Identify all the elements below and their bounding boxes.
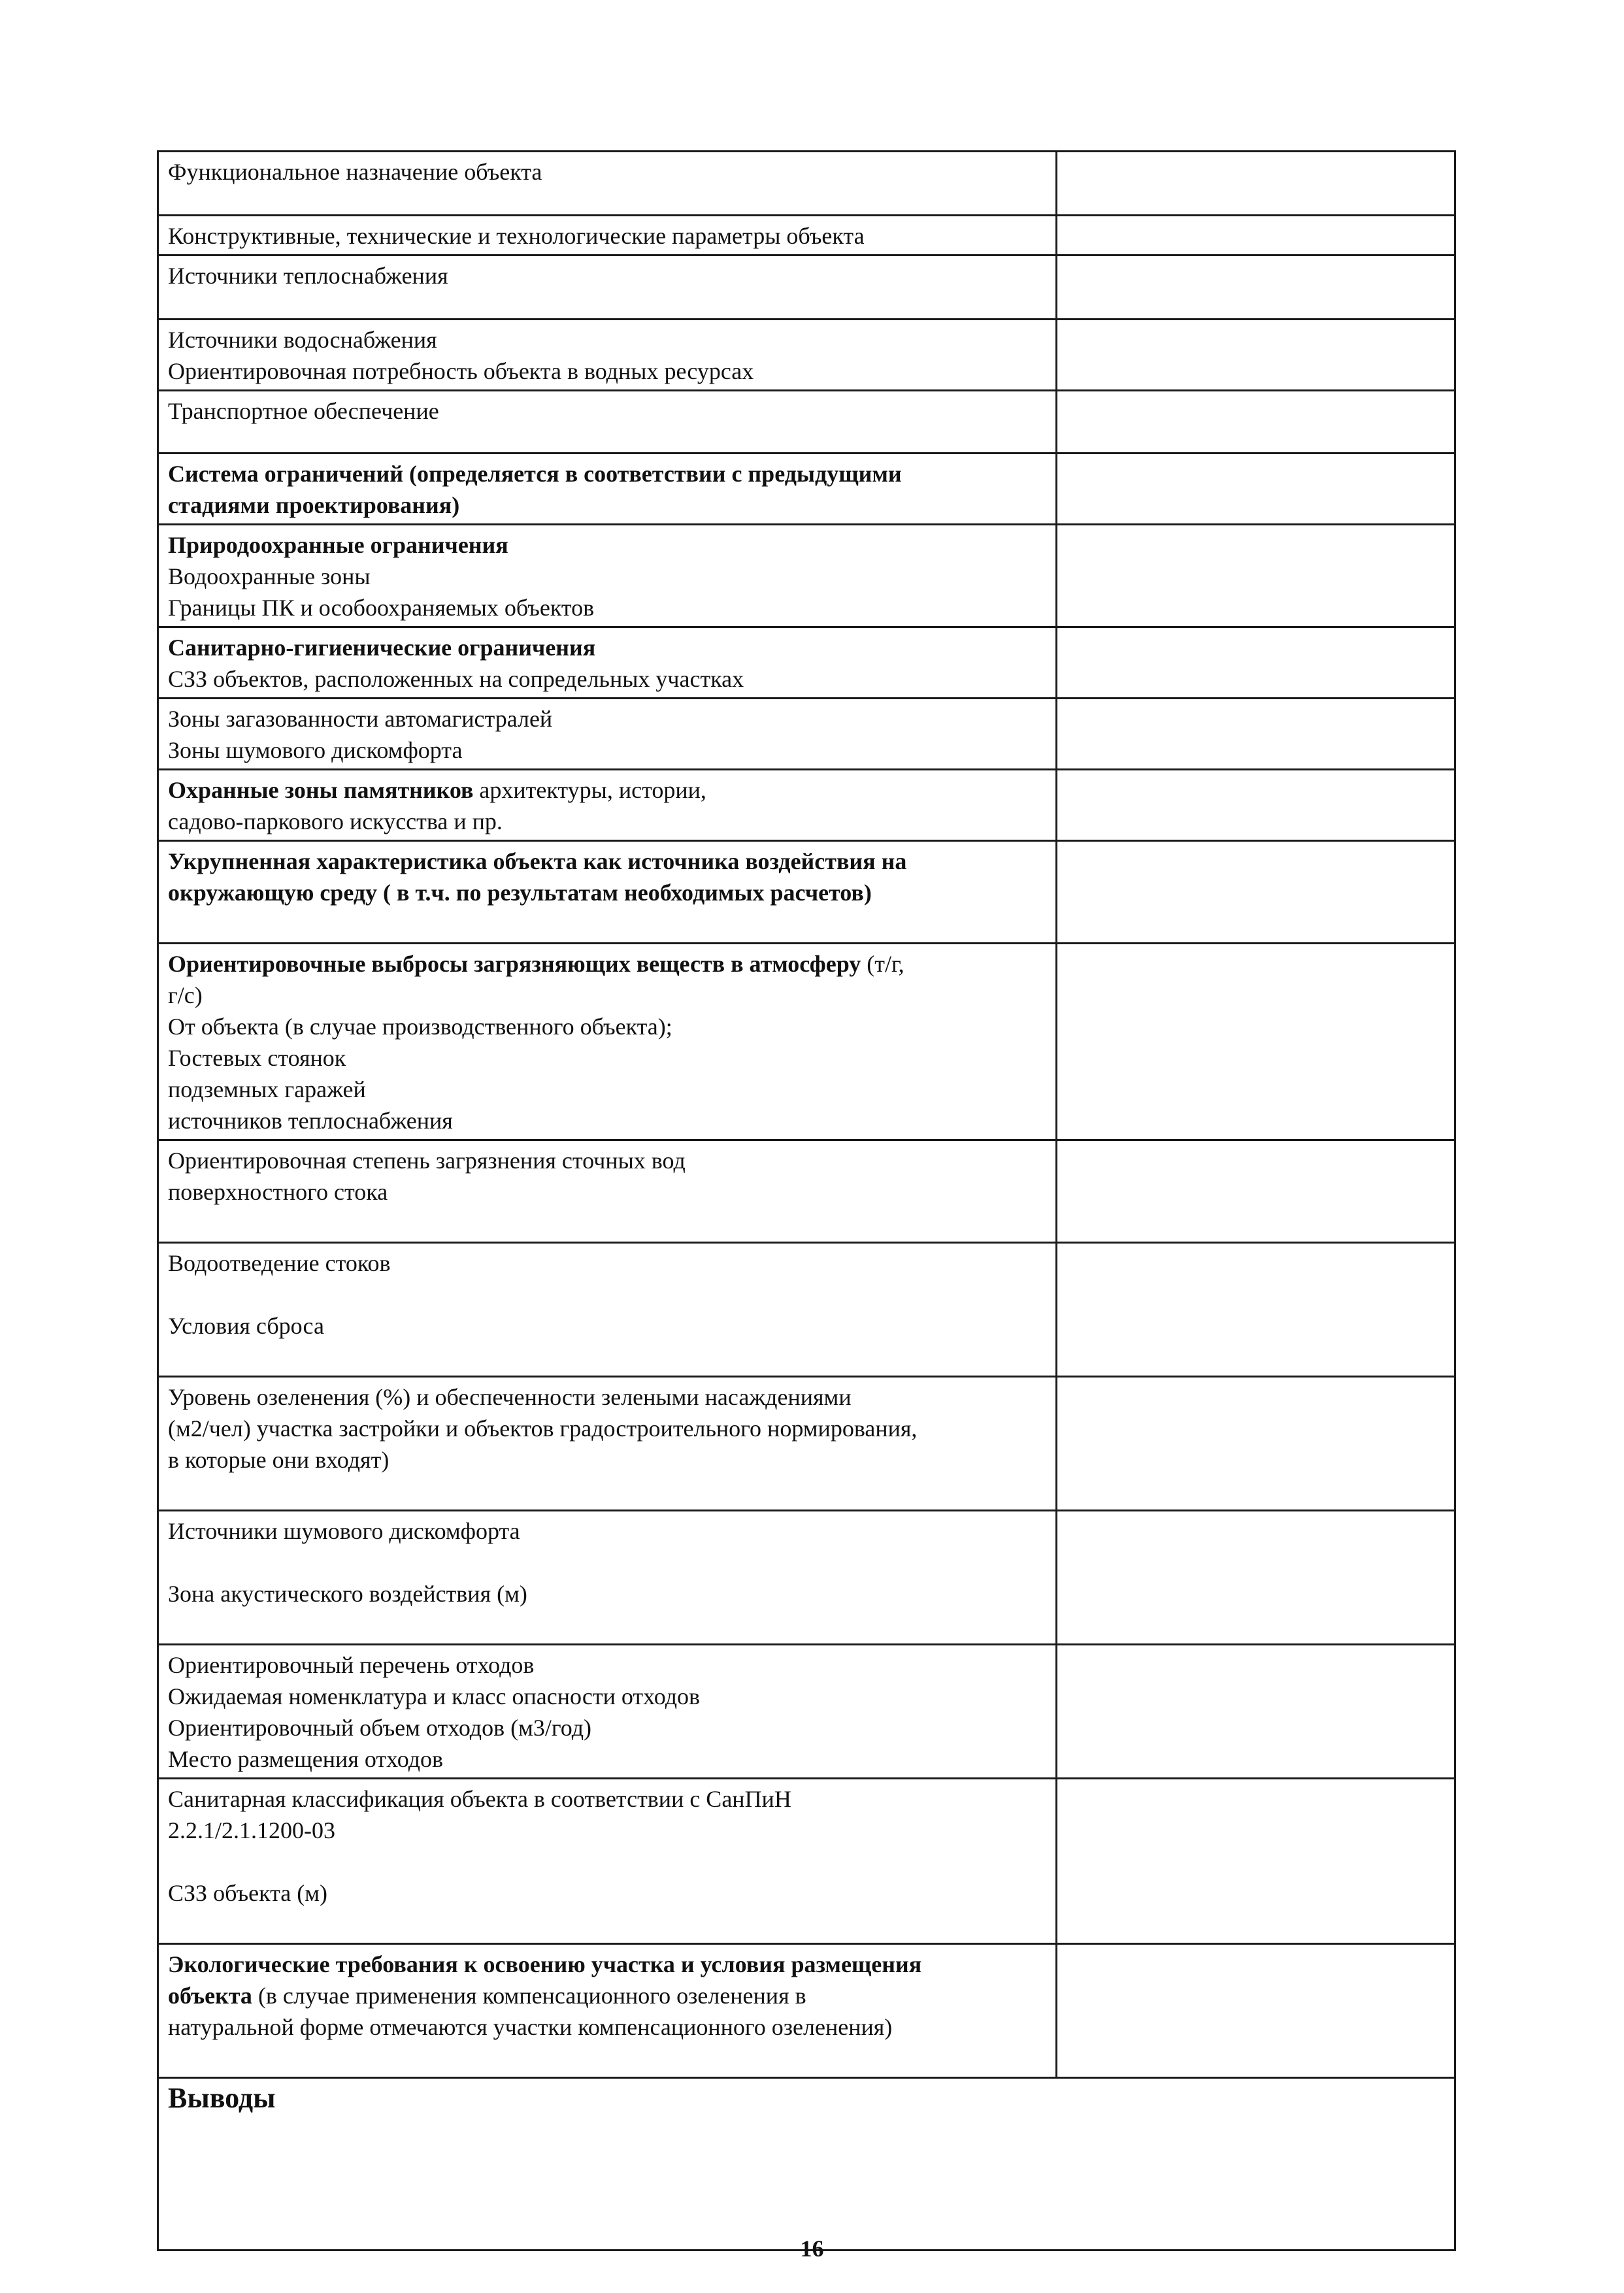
row-value-cell[interactable] [1057,525,1455,627]
table-row [158,1140,1455,1243]
text-line: Источники шумового дискомфорта [168,1518,520,1544]
requirements-table [157,150,1456,2251]
row-label-cell [158,841,1057,944]
text-line: Природоохранные ограничения [168,532,508,558]
row-value-cell[interactable] [1057,1140,1455,1243]
text-line: Санитарная классификация объекта в соответствии с СанПиН [168,1786,791,1812]
table-row [158,770,1455,841]
row-value-cell[interactable] [1057,256,1455,320]
table-row [158,1944,1455,2078]
table-row [158,256,1455,320]
table-row [158,152,1455,216]
row-value-cell[interactable] [1057,1377,1455,1511]
table-row [158,841,1455,944]
text-line: Зоны загазованности автомагистралей [168,706,553,732]
text-line: Водоохранные зоны [168,563,371,589]
text-line [168,1476,1046,1507]
text-line [168,1609,1046,1641]
text-line: натуральной форме отмечаются участки компенсационного озеленения) [168,2014,893,2040]
row-value-cell[interactable] [1057,841,1455,944]
text-line: Источники теплоснабжения [168,263,448,289]
row-label-cell [158,525,1057,627]
text-line: поверхностного стока [168,1179,388,1205]
text-line [168,948,1046,980]
text-line: Конструктивные, технические и технологические параметры объекта [168,223,865,249]
text-line [168,1846,1046,1877]
page-number: 16 [800,2235,824,2262]
text-line: Место размещения отходов [168,1746,444,1772]
row-value-cell[interactable] [1057,1645,1455,1779]
table-row [158,699,1455,770]
row-label-cell [158,1377,1057,1511]
text-line [168,1909,1046,1940]
row-label-cell [158,256,1057,320]
text-line: окружающую среду ( в т.ч. по результатам необходимых расчетов) [168,880,872,906]
text-line: садово-паркового искусства и пр. [168,808,503,834]
text-line: Ожидаемая номенклатура и класс опасности отходов [168,1683,701,1709]
row-label-cell [158,1243,1057,1377]
text-line: (м2/чел) участка застройки и объектов градостроительного нормирования, [168,1415,918,1442]
text-fragment: (т/г, [861,951,904,977]
table-row [158,1645,1455,1779]
text-line [168,1208,1046,1239]
text-line [168,774,1046,806]
text-line [168,1980,1046,2011]
text-line: источников теплоснабжения [168,1108,453,1134]
text-line: Транспортное обеспечение [168,398,439,424]
text-fragment: архитектуры, истории, [473,777,706,803]
conclusion-cell[interactable] [158,2078,1455,2251]
text-line [168,1547,1046,1578]
row-label-cell [158,1944,1057,2078]
text-fragment: Ориентировочные выбросы загрязняющих веществ в атмосферу [168,951,861,977]
text-line: Водоотведение стоков [168,1250,391,1276]
text-line: Ориентировочный перечень отходов [168,1652,535,1678]
text-line: стадиями проектирования) [168,492,460,518]
row-value-cell[interactable] [1057,699,1455,770]
row-value-cell[interactable] [1057,320,1455,391]
text-line: Гостевых стоянок [168,1045,346,1071]
text-line: Система ограничений (определяется в соответствии с предыдущими [168,461,902,487]
text-line: Границы ПК и особоохраняемых объектов [168,595,595,621]
row-label-cell [158,152,1057,216]
text-line: Условия сброса [168,1313,324,1339]
text-fragment: (в случае применения компенсационного озеленения в [252,1983,806,2009]
text-line [168,908,1046,940]
table-row [158,525,1455,627]
table-row [158,1511,1455,1645]
row-label-cell [158,699,1057,770]
row-label-cell [158,1779,1057,1944]
conclusion-title: Выводы [168,2082,276,2114]
text-fragment: объекта [168,1983,252,2009]
row-value-cell[interactable] [1057,1243,1455,1377]
table-row [158,216,1455,256]
text-line: Ориентировочная степень загрязнения сточных вод [168,1147,686,1174]
row-value-cell[interactable] [1057,216,1455,256]
conclusion-row [158,2078,1455,2251]
row-label-cell [158,1511,1057,1645]
row-label-cell [158,391,1057,454]
text-line: СЗЗ объекта (м) [168,1880,328,1906]
row-value-cell[interactable] [1057,152,1455,216]
row-value-cell[interactable] [1057,1779,1455,1944]
text-line: Ориентировочная потребность объекта в водных ресурсах [168,358,754,384]
table-body [158,152,1455,2251]
table-row [158,627,1455,699]
table-row [158,1377,1455,1511]
text-line: От объекта (в случае производственного объекта); [168,1014,672,1040]
text-line [168,1279,1046,1310]
row-label-cell [158,1645,1057,1779]
text-line: Укрупненная характеристика объекта как источника воздействия на [168,848,907,874]
text-line: Источники водоснабжения [168,327,437,353]
row-label-cell [158,454,1057,525]
row-label-cell [158,944,1057,1140]
row-label-cell [158,770,1057,841]
text-line: Санитарно-гигиенические ограничения [168,635,596,661]
text-line: г/с) [168,982,203,1008]
row-value-cell[interactable] [1057,1944,1455,2078]
table-row [158,1243,1455,1377]
row-value-cell[interactable] [1057,454,1455,525]
row-label-cell [158,216,1057,256]
row-label-cell [158,320,1057,391]
text-line: Функциональное назначение объекта [168,159,542,185]
table-row [158,320,1455,391]
table-row [158,944,1455,1140]
text-line: Экологические требования к освоению участка и условия размещения [168,1951,922,1977]
text-line: Ориентировочный объем отходов (м3/год) [168,1715,592,1741]
row-label-cell [158,627,1057,699]
row-value-cell[interactable] [1057,770,1455,841]
text-line: Зоны шумового дискомфорта [168,737,463,763]
row-value-cell[interactable] [1057,1511,1455,1645]
text-line: Зона акустического воздействия (м) [168,1581,527,1607]
text-line: Уровень озеленения (%) и обеспеченности зелеными насаждениями [168,1384,852,1410]
text-line [168,2043,1046,2074]
text-line: 2.2.1/2.1.1200-03 [168,1817,335,1843]
text-line: СЗЗ объектов, расположенных на сопредельных участках [168,666,744,692]
text-line: в которые они входят) [168,1447,389,1473]
text-line: подземных гаражей [168,1076,366,1102]
table-row [158,1779,1455,1944]
row-value-cell[interactable] [1057,627,1455,699]
row-label-cell [158,1140,1057,1243]
table-row [158,391,1455,454]
text-line [168,1342,1046,1373]
row-value-cell[interactable] [1057,391,1455,454]
row-value-cell[interactable] [1057,944,1455,1140]
table-row [158,454,1455,525]
text-fragment: Охранные зоны памятников [168,777,474,803]
